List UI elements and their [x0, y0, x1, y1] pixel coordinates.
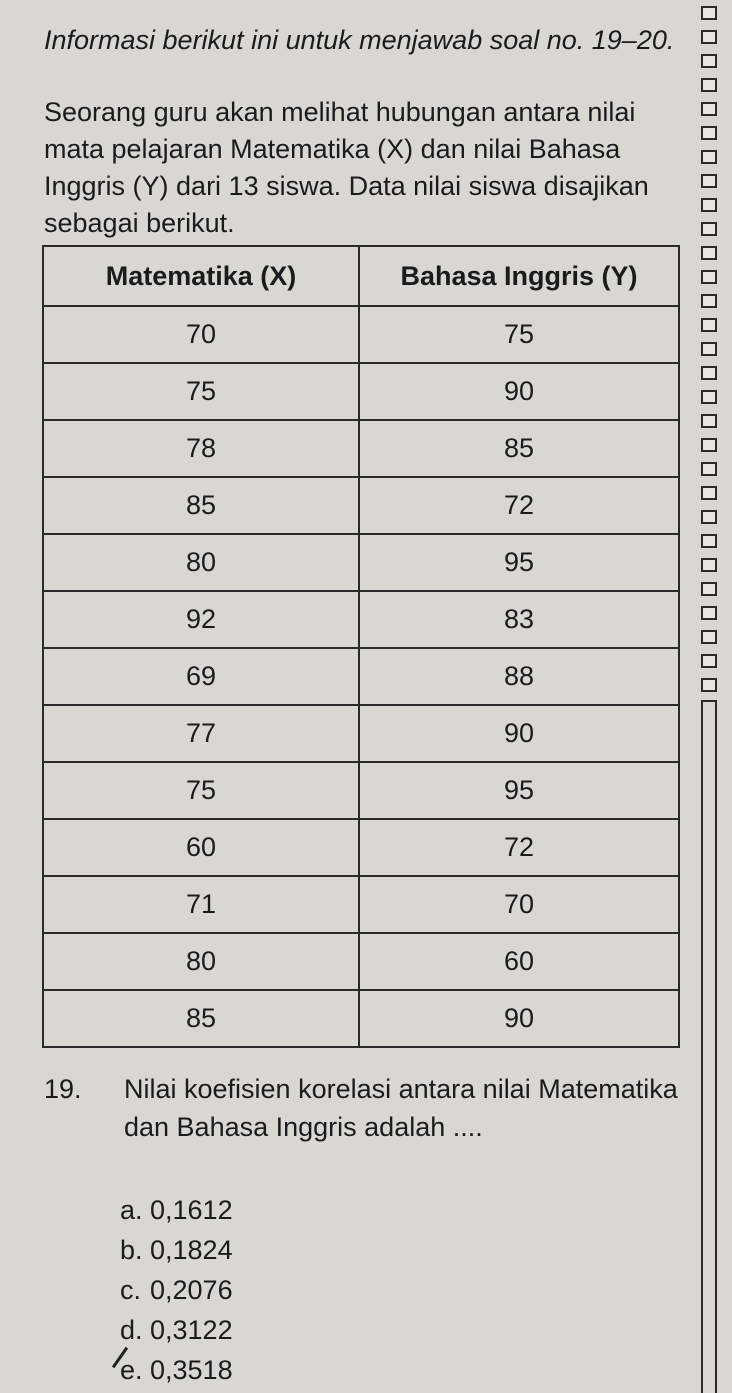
option-value: 0,3122	[150, 1315, 233, 1345]
binding-square	[701, 78, 717, 92]
option-d[interactable]	[120, 1310, 233, 1350]
cell-y: 85	[359, 420, 679, 477]
cell-y: 90	[359, 705, 679, 762]
cell-x: 60	[43, 819, 359, 876]
binding-square	[701, 222, 717, 236]
table-row	[43, 363, 679, 420]
binding-square	[701, 6, 717, 20]
binding-square	[701, 606, 717, 620]
cell-y: 95	[359, 534, 679, 591]
binding-square	[701, 246, 717, 260]
cell-y: 60	[359, 933, 679, 990]
binding-square	[701, 174, 717, 188]
binding-square	[701, 630, 717, 644]
cell-x: 92	[43, 591, 359, 648]
option-a[interactable]	[120, 1190, 233, 1230]
cell-x: 75	[43, 762, 359, 819]
option-b[interactable]	[120, 1230, 233, 1270]
cell-x: 80	[43, 933, 359, 990]
intro-title: Informasi berikut ini untuk menjawab soal no. 19–20.	[44, 25, 675, 55]
cell-x: 71	[43, 876, 359, 933]
cell-x: 69	[43, 648, 359, 705]
binding-square	[701, 30, 717, 44]
table-row	[43, 306, 679, 363]
binding-square	[701, 558, 717, 572]
option-letter: c.	[120, 1275, 142, 1305]
cell-y: 70	[359, 876, 679, 933]
question-number: 19.	[44, 1074, 82, 1104]
binding-strip	[701, 0, 719, 1393]
binding-square	[701, 366, 717, 380]
option-letter: d.	[120, 1315, 143, 1345]
table-row	[43, 819, 679, 876]
cell-y: 72	[359, 477, 679, 534]
binding-square	[701, 126, 717, 140]
cell-y: 88	[359, 648, 679, 705]
intro-body: Seorang guru akan melihat hubungan antara nilai mata pelajaran Matematika (X) dan nilai Bahasa Inggris (Y) dari 13 siswa. Data nilai siswa disajikan sebagai berikut.	[44, 97, 649, 238]
question-text: Nilai koefisien korelasi antara nilai Matematika dan Bahasa Inggris adalah ....	[124, 1074, 678, 1142]
binding-square	[701, 414, 717, 428]
table-row	[43, 933, 679, 990]
cell-x: 85	[43, 990, 359, 1047]
option-letter: b.	[120, 1235, 143, 1265]
binding-square	[701, 582, 717, 596]
binding-square	[701, 486, 717, 500]
table-header-row	[43, 246, 679, 306]
header-matematika: Matematika (X)	[43, 246, 359, 306]
option-value: 0,3518	[150, 1355, 233, 1385]
binding-square	[701, 150, 717, 164]
binding-square	[701, 318, 717, 332]
cell-y: 90	[359, 363, 679, 420]
table-row	[43, 648, 679, 705]
option-letter: e.	[120, 1355, 143, 1385]
cell-y: 83	[359, 591, 679, 648]
cell-x: 85	[43, 477, 359, 534]
option-e[interactable]	[120, 1350, 233, 1390]
binding-square	[701, 390, 717, 404]
binding-square	[701, 510, 717, 524]
table-row	[43, 876, 679, 933]
cell-y: 90	[359, 990, 679, 1047]
cell-y: 95	[359, 762, 679, 819]
option-c[interactable]	[120, 1270, 233, 1310]
cell-y: 72	[359, 819, 679, 876]
header-bahasa-inggris: Bahasa Inggris (Y)	[359, 246, 679, 306]
table-row	[43, 705, 679, 762]
cell-x: 75	[43, 363, 359, 420]
table-row	[43, 591, 679, 648]
cell-x: 80	[43, 534, 359, 591]
binding-square	[701, 198, 717, 212]
binding-square	[701, 462, 717, 476]
table-row	[43, 420, 679, 477]
binding-square	[701, 534, 717, 548]
table-row	[43, 477, 679, 534]
cell-x: 78	[43, 420, 359, 477]
table-row	[43, 762, 679, 819]
binding-square	[701, 342, 717, 356]
table-row	[43, 534, 679, 591]
option-letter: a.	[120, 1195, 143, 1225]
cell-x: 70	[43, 306, 359, 363]
binding-square	[701, 438, 717, 452]
cell-x: 77	[43, 705, 359, 762]
binding-bar	[701, 700, 717, 1393]
option-value: 0,1612	[150, 1195, 233, 1225]
binding-square	[701, 102, 717, 116]
binding-square	[701, 294, 717, 308]
cell-y: 75	[359, 306, 679, 363]
binding-square	[701, 678, 717, 692]
binding-square	[701, 54, 717, 68]
binding-square	[701, 270, 717, 284]
binding-square	[701, 654, 717, 668]
answer-options	[120, 1190, 233, 1390]
option-value: 0,1824	[150, 1235, 233, 1265]
option-value: 0,2076	[150, 1275, 233, 1305]
score-table	[42, 245, 680, 1048]
table-row	[43, 990, 679, 1047]
